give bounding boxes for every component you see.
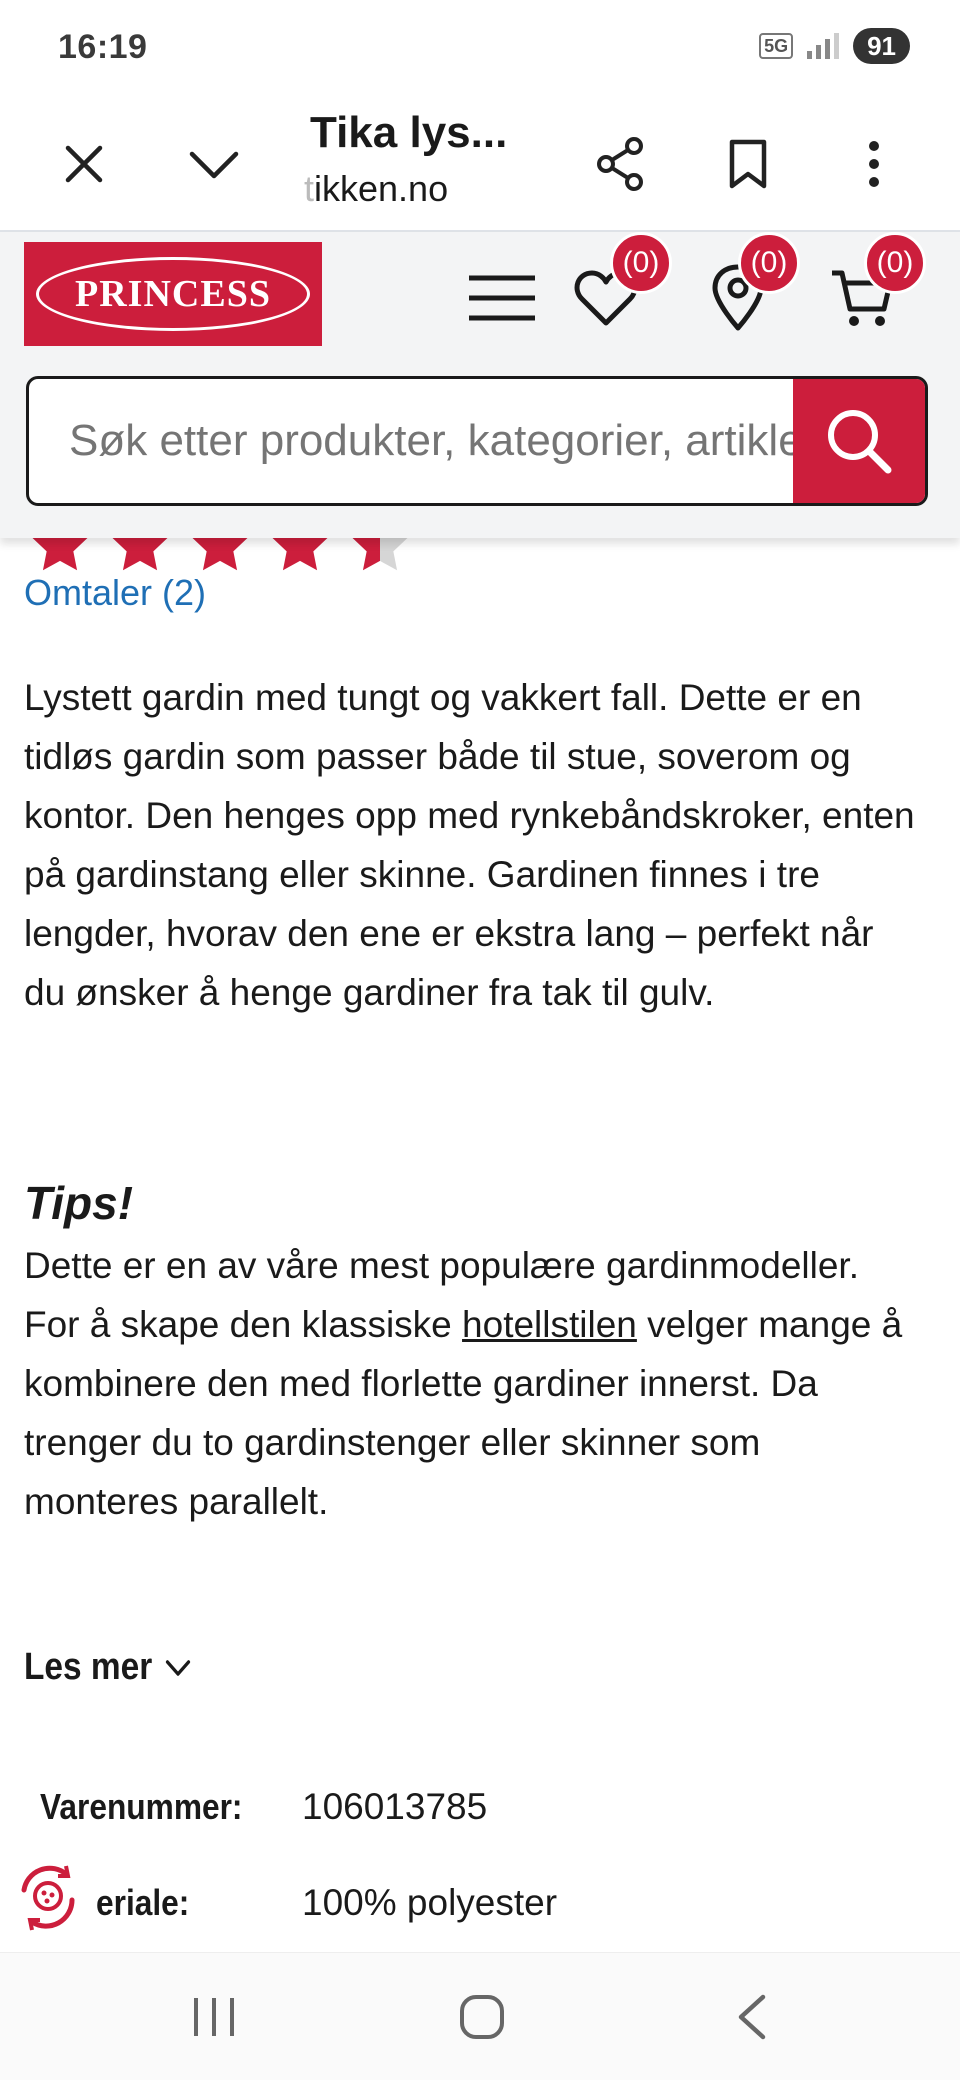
logo-text: PRINCESS — [75, 273, 271, 315]
chevron-down-icon[interactable] — [176, 126, 252, 202]
search-input[interactable] — [69, 379, 819, 503]
search-box — [26, 376, 928, 506]
reviews-link[interactable]: Omtaler (2) — [24, 572, 207, 613]
bookmark-icon[interactable] — [710, 126, 786, 202]
tips-heading: Tips! — [24, 1177, 134, 1229]
hotel-style-link[interactable]: hotellstilen — [462, 1304, 637, 1345]
spec-value-material: 100% polyester — [302, 1882, 558, 1923]
share-icon[interactable] — [582, 126, 658, 202]
search-button[interactable] — [793, 379, 925, 503]
cookie-settings-icon[interactable] — [10, 1858, 86, 1934]
home-icon[interactable] — [442, 1987, 522, 2047]
chevron-down-icon — [165, 1659, 191, 1677]
back-icon[interactable] — [712, 1987, 792, 2047]
page-url[interactable] — [304, 168, 448, 210]
browser-toolbar — [0, 96, 960, 232]
product-description: Lystett gardin med tungt og vakkert fall. Dette er en tidløs gardin som passer både til stue, soverom og kontor. Den henges opp med rynkebåndskroker, enten på gardinstang eller skinne. Gardinen finnes i tre lengder, hvorav den ene er ekstra lang – perfekt når du ønsker å henge gardiner fra tak til gulv. — [24, 677, 915, 1013]
tips-text — [24, 1236, 924, 1531]
spec-label-material: eriale: — [96, 1882, 190, 1923]
read-more-label: Les mer — [24, 1646, 153, 1688]
search-icon — [824, 406, 894, 476]
signal-icon — [807, 33, 839, 59]
princess-logo[interactable] — [24, 242, 322, 346]
tips-text-after: velger mange å kombinere den med florlette gardiner innerst. Da trenger du to gardinstenger eller skinner som monteres parallelt. — [24, 1304, 903, 1522]
status-indicators — [759, 28, 910, 64]
spec-label-item-number: Varenummer: — [40, 1786, 243, 1827]
stores-count-badge: (0) — [738, 232, 800, 294]
read-more-button[interactable] — [24, 1646, 191, 1689]
close-icon[interactable] — [46, 126, 122, 202]
page-title[interactable]: Tika lys... — [310, 108, 508, 157]
status-bar — [0, 0, 960, 96]
spec-value-item-number: 106013785 — [302, 1786, 488, 1827]
system-nav-bar — [0, 1952, 960, 2080]
logo-oval — [36, 257, 310, 331]
network-5g-icon: 5G — [759, 33, 793, 59]
tips-text-before: Dette er en av våre mest populære gardinmodeller. For å skape den klassiske — [24, 1245, 859, 1345]
wishlist-count-badge: (0) — [610, 232, 672, 294]
recent-apps-icon[interactable] — [174, 1987, 254, 2047]
site-header — [0, 232, 960, 538]
battery-badge: 91 — [853, 28, 910, 64]
more-vertical-icon[interactable] — [836, 126, 912, 202]
page-url-faded: t — [304, 168, 315, 209]
hamburger-menu-icon[interactable] — [462, 258, 542, 338]
page-url-domain: ikken.no — [314, 168, 449, 209]
cart-count-badge: (0) — [864, 232, 926, 294]
status-time: 16:19 — [58, 28, 148, 66]
